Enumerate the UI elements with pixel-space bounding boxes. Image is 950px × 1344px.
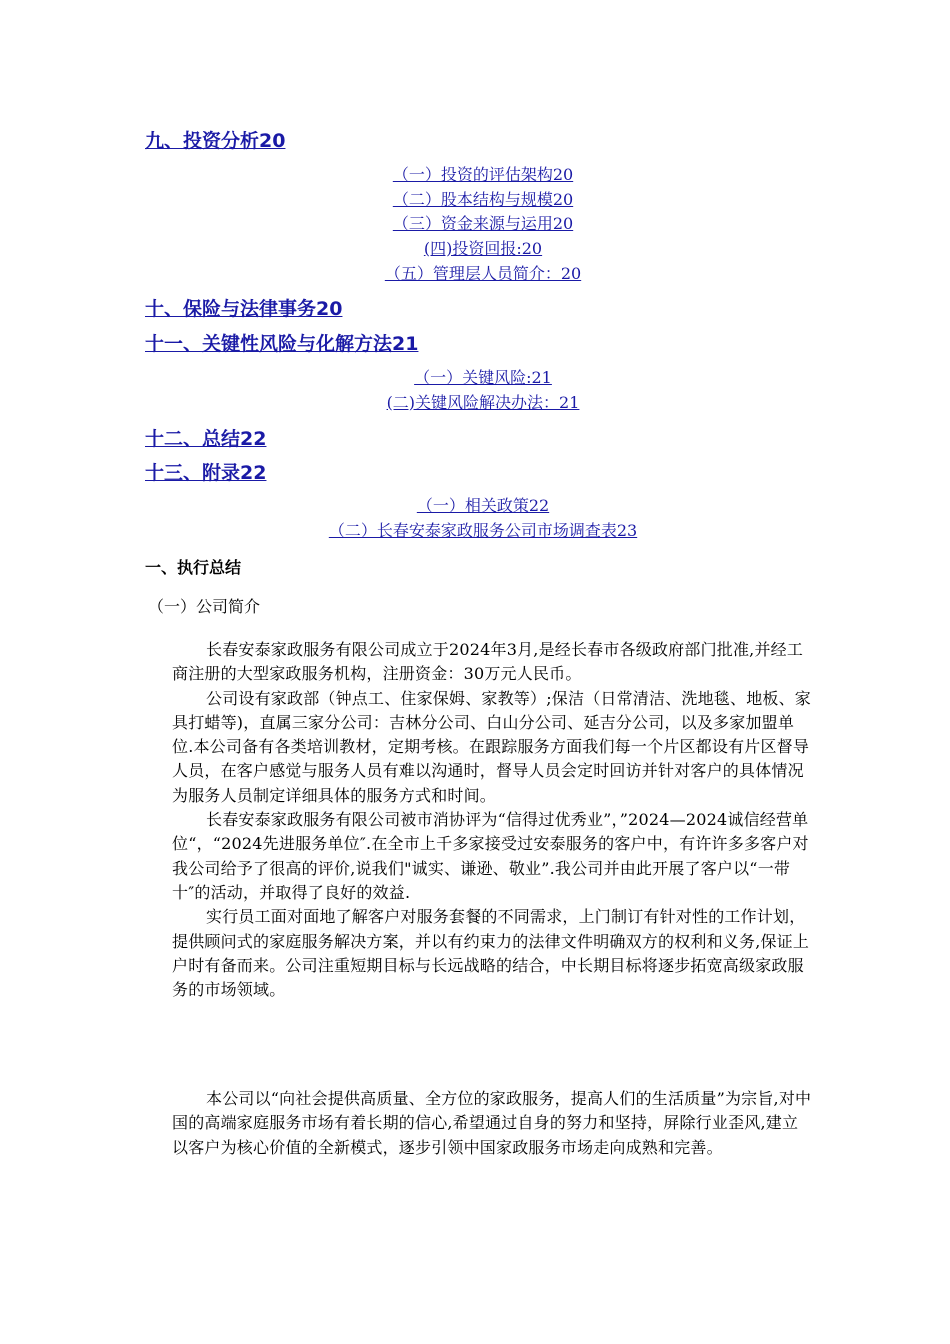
toc-section-11[interactable]: 十一、关键性风险与化解方法21 xyxy=(145,333,419,355)
toc-item-9-3[interactable]: （三）资金来源与运用20 xyxy=(392,214,574,233)
toc-item-9-5[interactable]: （五）管理层人员简介：20 xyxy=(384,264,582,283)
toc-item-13-2[interactable]: （二）长春安泰家政服务公司市场调查表23 xyxy=(328,521,638,540)
toc-section-9[interactable]: 九、投资分析20 xyxy=(145,130,286,152)
paragraph: 长春安泰家政服务有限公司成立于2024年3月,是经长春市各级政府部门批准,并经工商注册的大型家政服务机构，注册资金：30万元人民币。 xyxy=(172,640,804,684)
toc-section-12[interactable]: 十二、总结22 xyxy=(145,428,267,450)
paragraph: 本公司以“向社会提供高质量、全方位的家政服务，提高人们的生活质量”为宗旨,对中国的高端家庭服务市场有着长期的信心,希望通过自身的努力和坚持，屏除行业歪风,建立以客户为核心价值的全新模式，逐步引领中国家政服务市场走向成熟和完善。 xyxy=(172,1089,812,1157)
section-title: 一、执行总结 xyxy=(145,558,242,577)
toc-section-13[interactable]: 十三、附录22 xyxy=(145,462,267,484)
body-text xyxy=(172,638,812,1002)
paragraph: 实行员工面对面地了解客户对服务套餐的不同需求，上门制订有针对性的工作计划，提供顾问式的家庭服务解决方案，并以有约束力的法律文件明确双方的权利和义务,保证上户时有备而来。公司注重短期目标与长远战略的结合，中长期目标将逐步拓宽高级家政服务的市场领域。 xyxy=(172,907,810,1000)
toc-item-9-2[interactable]: （二）股本结构与规模20 xyxy=(392,190,574,209)
paragraph: 公司设有家政部（钟点工、住家保姆、家教等）;保洁（日常清洁、洗地毯、地板、家具打蜡等)，直属三家分公司：吉林分公司、白山分公司、延吉分公司，以及多家加盟单位.本公司备有各类培训教材，定期考核。在跟踪服务方面我们每一个片区都设有片区督导人员，在客户感觉与服务人员有难以沟通时，督导人员会定时回访并针对客户的具体情况为服务人员制定详细具体的服务方式和时间。 xyxy=(172,688,811,805)
toc-item-9-4[interactable]: (四)投资回报:20 xyxy=(423,239,543,258)
toc-item-9-1[interactable]: （一）投资的评估架构20 xyxy=(392,165,574,184)
toc-item-13-1[interactable]: （一）相关政策22 xyxy=(416,496,550,515)
toc-item-11-1[interactable]: （一）关键风险:21 xyxy=(414,368,552,387)
sub-title: （一）公司简介 xyxy=(148,597,261,616)
body-text-closing xyxy=(172,1087,812,1160)
paragraph: 长春安泰家政服务有限公司被市消协评为“信得过优秀业”，”2024—2024诚信经营单位“，“2024先进服务单位″.在全市上千多家接受过安泰服务的客户中，有许许多多客户对我公司给予了很高的评价,说我们"诚实、谦逊、敬业”.我公司并由此开展了客户以“一带十″的活动，并取得了良好的效益. xyxy=(172,810,809,902)
toc-item-11-2[interactable]: (二)关键风险解决办法：21 xyxy=(386,393,580,412)
toc-section-10[interactable]: 十、保险与法律事务20 xyxy=(145,298,343,320)
